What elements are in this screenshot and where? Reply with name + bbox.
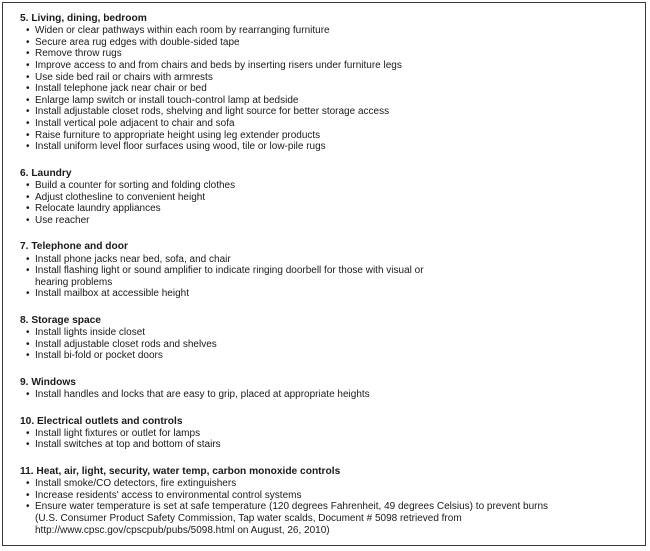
list-item: • Widen or clear pathways within each room by rearranging furniture (26, 25, 640, 37)
section-title: 7. Telephone and door (20, 241, 128, 253)
list-item: • Enlarge lamp switch or install touch-control lamp at bedside (26, 95, 640, 107)
item-list (20, 254, 640, 300)
section-environmental-controls (20, 466, 640, 536)
list-item: • Adjust clothesline to convenient height (26, 192, 640, 204)
section-title: 8. Storage space (20, 314, 101, 326)
item-list (20, 25, 640, 153)
list-item-continuation: hearing problems (35, 276, 113, 288)
list-item (26, 265, 640, 288)
list-item-citation-url: http://www.cpsc.gov/cpscpub/pubs/5098.html on August, 26, 2010) (35, 524, 330, 536)
list-item: • Use side bed rail or chairs with armrests (26, 72, 640, 84)
checklist-content (20, 13, 640, 551)
section-title: 11. Heat, air, light, security, water temp, carbon monoxide controls (20, 466, 341, 478)
section-title: 10. Electrical outlets and controls (20, 415, 183, 427)
list-item: • Install smoke/CO detectors, fire extinguishers (26, 478, 640, 490)
section-living-dining-bedroom (20, 13, 640, 153)
item-list (20, 389, 640, 401)
section-windows (20, 377, 640, 401)
list-item: • Secure area rug edges with double-sided tape (26, 37, 640, 49)
list-item: • Increase residents' access to environmental control systems (26, 490, 640, 502)
item-list (20, 327, 640, 362)
list-item (26, 501, 640, 536)
list-item: • Raise furniture to appropriate height using leg extender products (26, 130, 640, 142)
list-item: • Remove throw rugs (26, 48, 640, 60)
list-item: • Use reacher (26, 215, 640, 227)
list-item: • Install lights inside closet (26, 327, 640, 339)
list-item: • Install switches at top and bottom of stairs (26, 439, 640, 451)
list-item: • Install telephone jack near chair or bed (26, 83, 640, 95)
item-list (20, 180, 640, 226)
item-list (20, 428, 640, 451)
list-item-text: Ensure water temperature is set at safe temperature (120 degrees Fahrenheit, 49 degrees Celsius) to prevent burns (35, 501, 549, 513)
section-laundry (20, 168, 640, 227)
section-telephone-and-door (20, 241, 640, 300)
section-title: 6. Laundry (20, 167, 72, 179)
list-item: • Install phone jacks near bed, sofa, and chair (26, 254, 640, 266)
list-item: • Install light fixtures or outlet for lamps (26, 428, 640, 440)
list-item-citation: (U.S. Consumer Product Safety Commission, Tap water scalds, Document # 5098 retrieved from (35, 513, 462, 525)
list-item: • Install vertical pole adjacent to chair and sofa (26, 118, 640, 130)
list-item: • Install handles and locks that are easy to grip, placed at appropriate heights (26, 389, 640, 401)
section-title: 5. Living, dining, bedroom (20, 13, 147, 24)
list-item: • Install mailbox at accessible height (26, 288, 640, 300)
section-storage-space (20, 315, 640, 362)
item-list (20, 478, 640, 536)
list-item-text: Install flashing light or sound amplifier to indicate ringing doorbell for those with visual or (35, 265, 424, 277)
list-item: • Install adjustable closet rods and shelves (26, 339, 640, 351)
section-title: 9. Windows (20, 376, 76, 388)
list-item: • Improve access to and from chairs and beds by inserting risers under furniture legs (26, 60, 640, 72)
list-item: • Build a counter for sorting and folding clothes (26, 180, 640, 192)
list-item: • Relocate laundry appliances (26, 203, 640, 215)
list-item: • Install uniform level floor surfaces using wood, tile or low-pile rugs (26, 141, 640, 153)
list-item: • Install bi-fold or pocket doors (26, 350, 640, 362)
list-item: • Install adjustable closet rods, shelving and light source for better storage access (26, 106, 640, 118)
document-frame (2, 2, 646, 546)
section-electrical-outlets-and-controls (20, 416, 640, 451)
